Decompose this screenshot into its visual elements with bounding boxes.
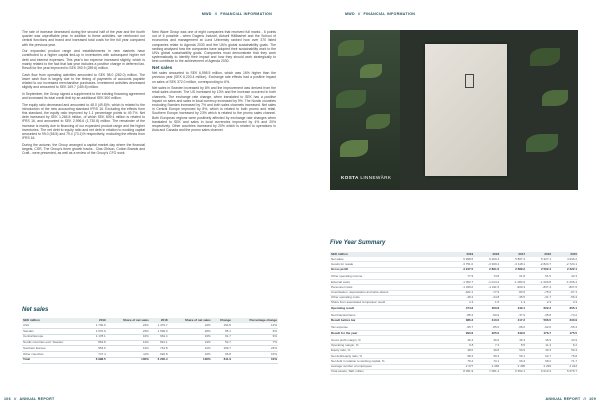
- table-row: [330, 369, 578, 374]
- table-cell: 62.7: [526, 354, 552, 359]
- table-cell: 747.4: [88, 352, 107, 358]
- table-cell: Goods for resale: [330, 262, 448, 267]
- five-year-summary-body: [330, 257, 578, 374]
- table-cell: 1 178.1: [88, 334, 107, 340]
- table-cell: 4 946.2: [552, 257, 578, 262]
- table-cell: 8.5: [500, 343, 526, 348]
- table-cell: -1 083.9: [500, 280, 526, 285]
- table-cell: 16%: [169, 334, 212, 340]
- table-cell: 7%: [232, 340, 278, 346]
- column-header: 2018: [474, 252, 500, 257]
- table-cell: -1 039.0: [448, 285, 474, 290]
- table-cell: -3 751.0: [448, 262, 474, 267]
- table-cell: Sweden: [22, 328, 88, 334]
- table-cell: 59.1: [500, 354, 526, 359]
- table-cell: Share from associated companies' result: [330, 301, 448, 306]
- leaf-shape: [526, 134, 558, 152]
- header-brand: MWD: [201, 12, 212, 16]
- table-cell: 49.8: [474, 348, 500, 353]
- table-cell: 46.9: [526, 338, 552, 343]
- table-cell: -3 118.1: [500, 262, 526, 267]
- table-cell: -2 724.1: [552, 262, 578, 267]
- table-cell: 12%: [169, 346, 212, 352]
- table-cell: 1 740.6: [88, 323, 107, 328]
- five-year-summary-table: [330, 252, 578, 375]
- table-cell: 6.8: [448, 343, 474, 348]
- table-cell: 96.8: [212, 352, 232, 358]
- caption-brand: KOSTA: [341, 175, 359, 180]
- paragraph: During the autumn, the Group arranged a capital market day where the financial targets, CSR, The Group's three growth tracks - Clas Ohlson, Cotton Brands and Craft - were presented, as well as a review of the Group's CFO work.: [22, 142, 145, 156]
- table-cell: 2 502.4: [526, 267, 552, 272]
- table-cell: 98.4: [448, 354, 474, 359]
- table-cell: 71.7: [552, 359, 578, 364]
- table-cell: 48.0: [448, 348, 474, 353]
- table-cell: 305.1: [552, 306, 578, 311]
- column-header: SEK million: [22, 318, 88, 323]
- table-cell: Gross profit margin, %: [330, 338, 448, 343]
- table-cell: 449.1: [500, 306, 526, 311]
- table-cell: 44.9: [552, 338, 578, 343]
- right-page-footer: [546, 395, 597, 403]
- paragraph: In September, the Group signed a supplement to the existing financing agreement and increased its total credit limit by an additional SEK 500 million.: [22, 91, 145, 101]
- table-cell: 46.6: [474, 338, 500, 343]
- table-cell: 602.3: [526, 306, 552, 311]
- column-header: 2017: [500, 252, 526, 257]
- table-cell: 349.0: [500, 331, 526, 336]
- paragraph: Cash flow from operating activities amounted to SEK 98.0 (282.0) million. The lower cash flow is largely due to the timing of payments of accounts payable related to our increased merchandise purchases. Investment activities decreased slightly and amounted to SEK 169.7 (189.8) million.: [22, 72, 145, 90]
- table-cell: -85.0: [474, 326, 500, 331]
- table-cell: 3 247.5: [448, 267, 474, 272]
- table-cell: 23%: [107, 328, 150, 334]
- header-separator: //: [214, 12, 218, 16]
- net-sales-heading: Net sales: [152, 65, 173, 71]
- column-header: Share of net sales: [107, 318, 150, 323]
- table-cell: 85.1: [212, 328, 232, 334]
- table-cell: 76.8: [552, 354, 578, 359]
- leaf-shape: [360, 64, 382, 78]
- table-cell: 2.4: [448, 301, 474, 306]
- table-cell: 9%: [232, 334, 278, 340]
- table-cell: -35.8: [526, 314, 552, 319]
- table-cell: 566.5: [526, 318, 552, 323]
- table-cell: 417.2: [500, 318, 526, 323]
- table-cell: Result before tax: [330, 318, 448, 323]
- table-cell: 620.8: [150, 352, 169, 358]
- table-cell: -1 014.4: [474, 280, 500, 285]
- table-cell: 410.0: [474, 318, 500, 323]
- table-cell: Tax expense: [330, 326, 448, 331]
- table-cell: -68.2: [500, 326, 526, 331]
- table-cell: 2 689.2: [500, 267, 526, 272]
- table-cell: 69.4: [500, 359, 526, 364]
- table-cell: -837.4: [526, 285, 552, 290]
- leaf-shape: [336, 90, 366, 108]
- footer-label: ANNUAL REPORT: [19, 397, 55, 401]
- leaf-shape: [366, 114, 390, 129]
- table-cell: -1 052.7: [448, 280, 474, 285]
- table-cell: 325.0: [474, 331, 500, 336]
- table-cell: 79.4: [448, 359, 474, 364]
- table-cell: 61.8: [500, 275, 526, 280]
- table-cell: -35.5: [500, 295, 526, 300]
- header-section: FINANCIAL INFORMATION: [363, 12, 416, 16]
- table-cell: 2 296: [526, 364, 552, 369]
- table-cell: -44.8: [474, 295, 500, 300]
- table-cell: 2 224: [552, 364, 578, 369]
- table-cell: -95.7: [448, 326, 474, 331]
- table-cell: 175.5: [552, 331, 578, 336]
- page-number: 109: [589, 397, 596, 401]
- leaf-shape: [542, 90, 568, 106]
- table-cell: 12%: [107, 346, 150, 352]
- table-cell: 68.2: [526, 359, 552, 364]
- table-cell: -55.4: [552, 326, 578, 331]
- table-cell: 7.4: [474, 343, 500, 348]
- table-cell: 194.8: [212, 323, 232, 328]
- table-cell: 460.8: [474, 306, 500, 311]
- product-photo: [330, 30, 578, 190]
- page-number: 106: [4, 397, 11, 401]
- table-cell: 744.8: [150, 346, 169, 352]
- table-cell: 77.9: [448, 275, 474, 280]
- photo-caption: [341, 175, 391, 180]
- paragraph: Our expanded product range and establishments in new markets have contributed to a higher capital tied-up in inventories with subsequent higher net debt and interest expenses. This year's tax expense increased slightly, which is mainly related to the fact that last year includes a positive change in deferred tax. Result for the year improved to SEK 390.9 (289.6) million.: [22, 49, 145, 71]
- paragraph: Net sales amounted to SEK 6,998.5 million, which was 16% higher than the previous year (SEK 6,200.4 million). Exchange rate effects had a positive impact on sales of SEK 372.0 million, corresponding to 6%.: [152, 71, 276, 84]
- column-header: Share of net sales: [169, 318, 212, 323]
- table-cell: 52.7: [212, 340, 232, 346]
- leaf-shape: [530, 48, 560, 66]
- table-cell: 474.6: [448, 306, 474, 311]
- table-cell: 50.4: [552, 348, 578, 353]
- table-cell: -1 036.4: [552, 280, 578, 285]
- table-cell: 24%: [107, 323, 150, 328]
- table-cell: Total assets, SEK million: [330, 369, 448, 374]
- glass-panel: [425, 44, 507, 176]
- table-cell: -37.9: [500, 314, 526, 319]
- logo-mark-icon: [465, 74, 474, 88]
- column-header: Change: [212, 318, 232, 323]
- table-cell: 1 599.0: [150, 328, 169, 334]
- body-column-a: [22, 30, 145, 158]
- leaf-shape: [338, 40, 364, 56]
- left-page-header: [0, 10, 300, 18]
- table-cell: 23%: [232, 346, 278, 352]
- column-header: 2019: [88, 318, 107, 323]
- table-cell: Operating margin, %: [330, 343, 448, 348]
- table-cell: Net debt in relation to working capital, %: [330, 359, 448, 364]
- table-cell: -31.7: [526, 295, 552, 300]
- table-cell: 51.5: [526, 275, 552, 280]
- paragraph: Net sales in Sweden increased by 8% and the improvement was derived from the retail sales channel. The US increased by 13% and the increase occurred in both channels. The exchange rate change, when translated to SEK has a positive impact on sales and sales in local currency increased by 9%. The Nordic countries excluding Sweden increased by 7% and both sales channels increased. Net sales in Central Europe improved by 8%, which is related to both promo and retail. Southern Europe increased by 23% which is related to the promo sales channel. Both European regions were positively affected by exchange rate changes when translated to SEK and sales in local currencies improved by 4% and 20% respectively. Other countries increased by 20% which is related to operations in Asia and Canada and the promo sales channel.: [152, 86, 276, 133]
- header-brand: MWD: [345, 12, 355, 16]
- table-cell: -807.6: [552, 285, 578, 290]
- table-cell: 2.3: [526, 301, 552, 306]
- table-cell: 1 670.9: [88, 328, 107, 334]
- table-cell: Other operating income: [330, 275, 448, 280]
- table-cell: Southern Europe: [22, 346, 88, 352]
- table-cell: -48.4: [448, 295, 474, 300]
- table-cell: 953.6: [88, 346, 107, 352]
- table-cell: 10%: [169, 352, 212, 358]
- left-page-footer: [4, 395, 55, 403]
- footer-separator: //: [13, 397, 17, 401]
- table-cell: -92.6: [526, 326, 552, 331]
- table-cell: USA: [22, 323, 88, 328]
- leaf-shape: [340, 140, 368, 157]
- table-cell: Net financial items: [330, 314, 448, 319]
- five-year-summary-title: Five Year Summary: [330, 240, 386, 246]
- table-cell: Other operating costs: [330, 295, 448, 300]
- table-cell: 10%: [232, 357, 278, 363]
- table-cell: 16%: [232, 352, 278, 358]
- table-cell: Net sales: [330, 257, 448, 262]
- table-cell: 6 200.4: [150, 357, 169, 363]
- footer-separator: //: [583, 397, 587, 401]
- table-cell: 42.3: [552, 275, 578, 280]
- column-header: Percentage change: [232, 318, 278, 323]
- table-cell: 6 998.5: [88, 357, 107, 363]
- table-cell: 50.9: [500, 348, 526, 353]
- table-cell: 386.3: [448, 318, 474, 323]
- table-cell: Gross profit: [330, 267, 448, 272]
- table-cell: -3 309.4: [474, 262, 500, 267]
- table-cell: -88.3: [448, 314, 474, 319]
- table-cell: 49.3: [526, 348, 552, 353]
- net-sales-table-body: [22, 323, 278, 363]
- table-cell: -900.3: [500, 285, 526, 290]
- table-cell: Equity ratio, %: [330, 348, 448, 353]
- table-cell: 2 495: [500, 364, 526, 369]
- table-cell: -74.2: [552, 314, 578, 319]
- table-cell: 230.9: [552, 318, 578, 323]
- table-cell: 91.7: [212, 334, 232, 340]
- table-cell: Average number of employees: [330, 364, 448, 369]
- table-cell: 812.1: [150, 340, 169, 346]
- table-cell: 7 081.4: [474, 369, 500, 374]
- table-cell: -2 824.7: [526, 262, 552, 267]
- table-cell: Net debt/equity ratio, %: [330, 354, 448, 359]
- table-cell: 2 222.1: [552, 267, 578, 272]
- body-column-b: [152, 30, 276, 135]
- table-cell: 11%: [107, 352, 150, 358]
- table-cell: 100%: [107, 357, 150, 363]
- table-row: [22, 357, 278, 363]
- table-cell: 476.7: [526, 331, 552, 336]
- paragraph: The equity ratio decreased and amounted to 48.0 (49.8)%, which is related to the introduction of the new accounting standard IFRS 16. Excluding the effects from this standard, the equity ratio improved by 1.1 percentage points to 49.7%. Net debt increased by SEK 1,265.8 million, of which SEK 809.4 million is related to IFRS 16, and amounted to SEK 2,996.6 (1,730.8) million. The remainder of the increase is mainly due to financing of our expanded product range and the higher inventories. The net debt to equity ratio and net debt in relation to working capital amounted to 99.0 (58.5) and 79.4 (73.1)% respectively, excluding the effects from IFRS 16.: [22, 102, 145, 141]
- table-cell: 100%: [169, 357, 212, 363]
- table-cell: 611.9: [212, 357, 232, 363]
- table-cell: 2 366: [474, 364, 500, 369]
- table-cell: 290.6: [448, 331, 474, 336]
- caption-rest: LINNEWÄRK: [358, 175, 392, 180]
- table-cell: -75.0: [526, 290, 552, 295]
- paragraph: New Wave Group was one of eight companies that received full marks - 6 points out of 6 possible - when Dagens Industri, Aktuell Hållbarhet and the School of economics and management at Lund University ranked how over 370 listed companies relate to Agenda 2030 and the UN's global sustainability goals. The ranking analysed how the companies have adopted their sustainability work to the UN's global sustainability goals. Companies must demonstrate that they work systematically to identify their impact and how they should work strategically to best contribute to the achievement of Agenda 2030.: [152, 30, 276, 64]
- table-cell: 864.8: [88, 340, 107, 346]
- table-cell: 11.3: [526, 343, 552, 348]
- header-separator: //: [357, 12, 361, 16]
- column-header: 2016: [526, 252, 552, 257]
- table-cell: 5 676.7: [552, 369, 578, 374]
- table-cell: 1.5: [474, 301, 500, 306]
- table-cell: 13%: [169, 340, 212, 346]
- table-cell: 6 010.3: [526, 369, 552, 374]
- table-cell: 46.4: [448, 338, 474, 343]
- table-cell: 12%: [232, 323, 278, 328]
- column-header: 2018: [150, 318, 169, 323]
- table-cell: Amortisation, depreciation and write-downs: [330, 290, 448, 295]
- table-cell: 2 477: [448, 364, 474, 369]
- right-page-header: [300, 10, 600, 18]
- table-cell: 2 891.0: [474, 267, 500, 272]
- table-cell: 73.1: [474, 359, 500, 364]
- table-cell: 169.7: [212, 346, 232, 352]
- table-cell: 5 327.1: [526, 257, 552, 262]
- column-header: 2015: [552, 252, 578, 257]
- table-cell: 6.2: [552, 343, 578, 348]
- table-cell: 59.3: [474, 354, 500, 359]
- table-cell: 26%: [169, 328, 212, 334]
- footer-label: ANNUAL REPORT: [545, 397, 581, 401]
- table-cell: 16%: [107, 334, 150, 340]
- table-cell: 1 479.7: [150, 323, 169, 328]
- table-cell: -77.9: [474, 290, 500, 295]
- table-cell: -322.1: [448, 290, 474, 295]
- paragraph: The rate of increase decreased during the second half of the year and the fourth quarter was unprofitable year. In addition to these activities, we reinforced our central functions and brand and increased total costs for the full year compared with the previous year.: [22, 30, 145, 47]
- column-header: SEK million: [330, 252, 448, 257]
- table-cell: External costs: [330, 280, 448, 285]
- column-header: 2019: [448, 252, 474, 257]
- table-cell: 964.4: [150, 334, 169, 340]
- net-sales-table: [22, 318, 278, 364]
- header-section: FINANCIAL INFORMATION: [220, 12, 272, 16]
- table-cell: 74.8: [474, 275, 500, 280]
- table-cell: Nordic countries excl. Sweden: [22, 340, 88, 346]
- table-cell: 12%: [107, 340, 150, 346]
- table-cell: -50.9: [474, 314, 500, 319]
- table-cell: 5 807.3: [500, 257, 526, 262]
- net-sales-table-title: Net sales: [22, 307, 49, 313]
- table-cell: 1.4: [500, 301, 526, 306]
- table-cell: Personnel costs: [330, 285, 448, 290]
- table-cell: Other countries: [22, 352, 88, 358]
- table-cell: 6%: [232, 328, 278, 334]
- table-cell: -1 011.5: [474, 285, 500, 290]
- table-cell: Result for the year: [330, 331, 448, 336]
- table-cell: -83.5: [500, 290, 526, 295]
- table-cell: -1 009.8: [526, 280, 552, 285]
- table-cell: 24%: [169, 323, 212, 328]
- table-cell: 6 200.4: [474, 257, 500, 262]
- table-cell: 3.3: [552, 301, 578, 306]
- table-cell: 8 391.9: [448, 369, 474, 374]
- table-cell: -56.3: [552, 295, 578, 300]
- table-cell: -67.1: [552, 290, 578, 295]
- table-cell: Central Europe: [22, 334, 88, 340]
- table-cell: 6 352.1: [500, 369, 526, 374]
- table-cell: 46.3: [500, 338, 526, 343]
- table-cell: Total: [22, 357, 88, 363]
- table-cell: 6 998.5: [448, 257, 474, 262]
- table-cell: Operating result: [330, 306, 448, 311]
